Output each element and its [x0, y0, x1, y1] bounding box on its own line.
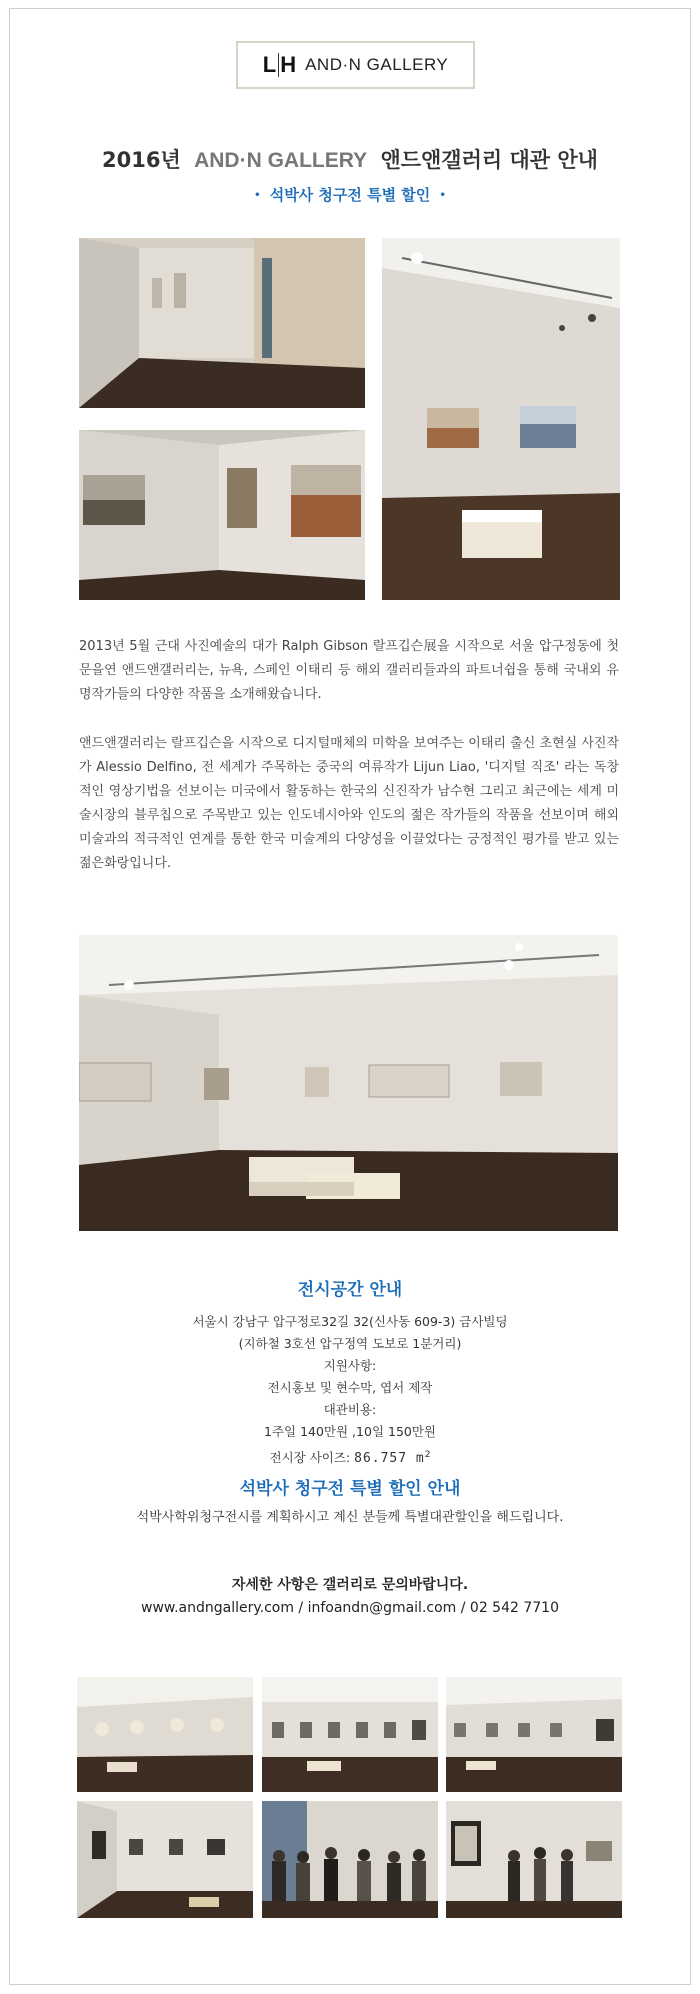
size-label: 전시장 사이즈: — [269, 1450, 351, 1466]
thumb-photo-3 — [446, 1677, 622, 1792]
gallery-photo-tall-room — [382, 238, 620, 600]
title-brand: AND·N GALLERY — [194, 149, 368, 172]
space-subway: (지하철 3호선 압구정역 도보로 1분거리) — [238, 1336, 462, 1351]
title-year: 2016년 — [102, 148, 181, 172]
page-title — [0, 144, 700, 174]
logo-mark-h: H — [280, 52, 298, 77]
space-size — [0, 1444, 700, 1470]
contact-line[interactable]: www.andngallery.com / infoandn@gmail.com / 02 542 7710 — [141, 1600, 559, 1616]
subtitle-text: 석박사 청구전 특별 할인 — [269, 186, 431, 204]
intro-paragraph-1: 2013년 5월 근대 사진예술의 대가 Ralph Gibson 랄프깁슨展을 시작으로 서울 압구정동에 첫 문을연 앤드앤갤러리는, 뉴욕, 스페인 이태리 등 해외 갤러리들과의 파트너쉽을 통해 국내외 유명작가들의 다양한 작품을 소개해왔습니다. — [79, 639, 619, 702]
gallery-logo[interactable] — [236, 41, 475, 89]
title-rest: 앤드앤갤러리 대관 안내 — [380, 148, 598, 172]
subtitle-dot-left: • — [254, 190, 261, 201]
page-subtitle — [0, 184, 700, 205]
thumb-photo-2 — [262, 1677, 438, 1792]
contact-note: 자세한 사항은 갤러리로 문의바랍니다. — [231, 1577, 469, 1593]
logo-mark-l: L — [262, 52, 278, 77]
space-address: 서울시 강남구 압구정로32길 32(신사동 609-3) 금사빌딩 — [192, 1314, 508, 1329]
support-text: 전시홍보 및 현수막, 엽서 제작 — [267, 1380, 433, 1395]
gallery-photo-corner — [79, 430, 365, 600]
size-unit-exp: 2 — [424, 1450, 431, 1460]
logo-divider — [278, 53, 279, 77]
thumb-photo-4 — [77, 1801, 253, 1918]
thumb-photo-1 — [77, 1677, 253, 1792]
thumb-photo-5 — [262, 1801, 438, 1918]
intro-paragraph-2: 앤드앤갤러리는 랄프깁슨을 시작으로 디지털매체의 미학을 보여주는 이태리 출신 초현실 사진작가 Alessio Delfino, 전 세계가 주목하는 중국의 여류작가 Lijun Liao, '디지털 직조' 라는 독창적인 영상기법을 선보이는 미국에서 활동하는 한국의 신진작가 남수현 그리고 최근에는 세계 미술시장의 블루칩으로 주목받고 있는 인도네시아와 인도의 젊은 작가들의 작품을 선보이며 해외미술과의 적극적인 연계를 통한 한국 미술계의 다양성을 이끌었다는 긍정적인 평가를 받고 있는 젊은화랑입니다. — [79, 736, 619, 871]
gallery-photo-corridor — [79, 238, 365, 408]
size-value: 86.757 m — [354, 1451, 425, 1467]
discount-text: 석박사학위청구전시를 계획하시고 계신 분들께 특별대관할인을 해드립니다. — [136, 1510, 564, 1525]
fee-text: 1주일 140만원 ,10일 150만원 — [264, 1424, 436, 1439]
support-label: 지원사항: — [323, 1358, 377, 1373]
fee-label: 대관비용: — [323, 1402, 377, 1417]
logo-name: AND·N GALLERY — [305, 55, 449, 74]
space-info-title: 전시공간 안내 — [297, 1280, 403, 1300]
gallery-photo-main-hall — [79, 935, 618, 1231]
subtitle-dot-right: • — [439, 190, 446, 201]
thumb-photo-6 — [446, 1801, 622, 1918]
discount-title: 석박사 청구전 특별 할인 안내 — [239, 1479, 461, 1499]
